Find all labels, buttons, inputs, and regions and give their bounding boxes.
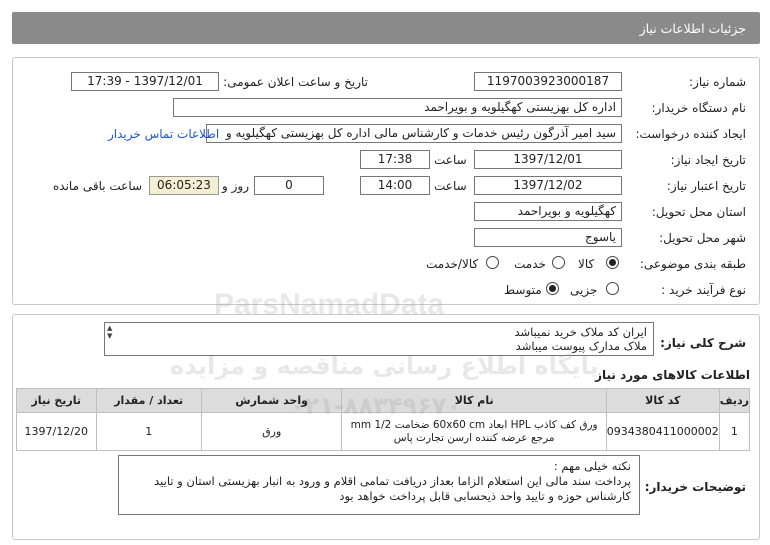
create-time-label: ساعت (434, 153, 467, 167)
watermark-line-1: پایگاه اطلاع رسانی مناقصه و مزایده (170, 352, 599, 380)
col-date: تاریخ نیاز (17, 389, 97, 413)
page-header (12, 12, 760, 44)
category-option-goods-service: کالا/خدمت (426, 257, 479, 271)
cell-date: 1397/12/20 (17, 413, 97, 451)
buyer-org-label: نام دستگاه خریدار: (651, 101, 746, 115)
cell-code: 0934380411000002 (606, 413, 719, 451)
items-section-title: اطلاعات کالاهای مورد نیاز (595, 368, 750, 382)
process-radio-medium[interactable] (546, 282, 559, 295)
remaining-time-field: 06:05:23 (149, 176, 219, 195)
announce-datetime-label: تاریخ و ساعت اعلان عمومی: (223, 75, 368, 89)
need-number-field: 1197003923000187 (474, 72, 622, 91)
description-label: شرح کلی نیاز: (660, 336, 746, 350)
watermark-brand: ParsNamadData (214, 288, 445, 321)
validity-time-field: 14:00 (360, 176, 430, 195)
buyer-notes-line-2: پرداخت سند مالی این استعلام الزاما بعداز دریافت تمامی اقلام و ورود به انبار بهزیستی استان و تایید (154, 474, 631, 488)
province-field: کهگیلویه و بویراحمد (474, 202, 622, 221)
category-radio-goods[interactable] (606, 256, 619, 269)
requester-label: ایجاد کننده درخواست: (635, 127, 746, 141)
table-row (17, 413, 750, 451)
province-label: استان محل تحویل: (651, 205, 746, 219)
validity-date-label: تاریخ اعتبار نیاز: (666, 179, 746, 193)
process-label: نوع فرآیند خرید : (661, 283, 746, 297)
buyer-contact-link[interactable]: اطلاعات تماس خریدار (108, 127, 220, 141)
watermark-line-2: ۰۲۱-۸۸۳۴۹۶۷۰ (290, 392, 462, 420)
process-radio-minor[interactable] (606, 282, 619, 295)
scroll-arrows-icon[interactable]: ▲ ▼ (107, 324, 113, 340)
category-radio-service[interactable] (552, 256, 565, 269)
create-date-label: تاریخ ایجاد نیاز: (670, 153, 746, 167)
col-unit: واحد شمارش (201, 389, 342, 413)
validity-time-label: ساعت (434, 179, 467, 193)
buyer-org-field: اداره کل بهزیستی کهگیلویه و بویراحمد (173, 98, 622, 117)
city-label: شهر محل تحویل: (659, 231, 746, 245)
col-qty: تعداد / مقدار (96, 389, 201, 413)
buyer-notes-textarea[interactable] (118, 455, 640, 515)
cell-row: 1 (719, 413, 749, 451)
announce-datetime-field: 1397/12/01 - 17:39 (71, 72, 219, 91)
create-time-field: 17:38 (360, 150, 430, 169)
cell-unit: ورق (201, 413, 342, 451)
buyer-notes-line-1: نکته خیلی مهم : (553, 459, 631, 473)
process-option-medium: متوسط (504, 283, 542, 297)
category-option-service: خدمت (514, 257, 546, 271)
create-date-field: 1397/12/01 (474, 150, 622, 169)
buyer-notes-line-3: کارشناس حوزه و تایید واحد ذیحسابی قابل پرداخت خواهد بود (339, 489, 631, 503)
category-label: طبقه بندی موضوعی: (639, 257, 746, 271)
cell-name: ورق کف کاذب HPL ابعاد 60x60 cm ضخامت 1/2 mm مرجع عرضه کننده ارسن تجارت پاس (342, 413, 606, 451)
remaining-time-label: ساعت باقی مانده (53, 179, 143, 193)
items-table (16, 388, 750, 451)
need-number-label: شماره نیاز: (689, 75, 746, 89)
col-row: ردیف (719, 389, 749, 413)
cell-qty: 1 (96, 413, 201, 451)
items-table-header (17, 389, 750, 413)
description-line-2: ملاک مدارک پیوست میباشد (515, 339, 647, 353)
category-option-goods: کالا (578, 257, 595, 271)
requester-field: سید امیر آذرگون رئیس خدمات و کارشناس مالی اداره کل بهزیستی کهگیلویه و (206, 124, 622, 143)
col-name: نام کالا (342, 389, 606, 413)
city-field: یاسوج (474, 228, 622, 247)
process-option-minor: جزیی (570, 283, 598, 297)
description-line-1: ایران کد ملاک خرید نمیباشد (514, 325, 647, 339)
description-textarea[interactable] (104, 322, 654, 356)
days-label: روز و (222, 179, 249, 193)
col-code: کد کالا (606, 389, 719, 413)
remaining-days-field: 0 (254, 176, 324, 195)
buyer-notes-label: توضیحات خریدار: (644, 480, 746, 494)
page-title: جزئیات اطلاعات نیاز (639, 20, 746, 36)
category-radio-goods-service[interactable] (486, 256, 499, 269)
validity-date-field: 1397/12/02 (474, 176, 622, 195)
